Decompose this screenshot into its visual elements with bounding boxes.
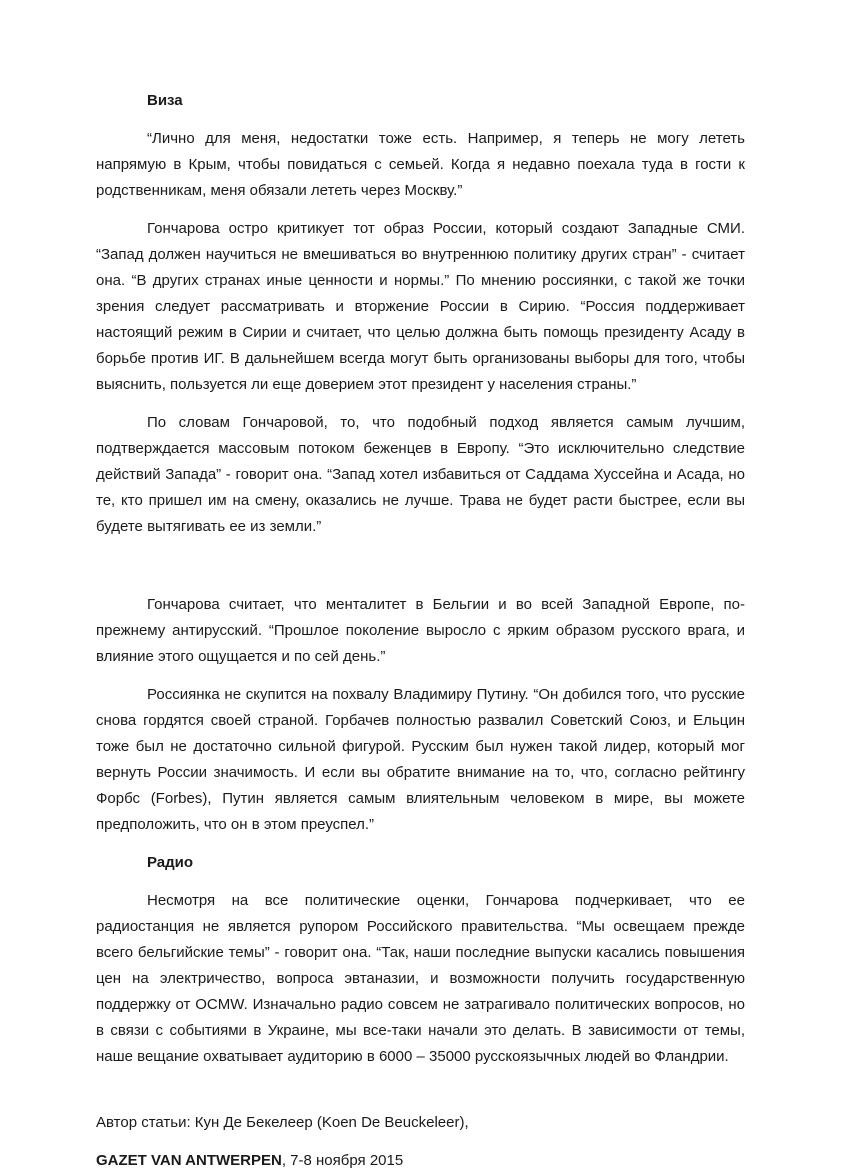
paragraph-media-criticism: Гончарова остро критикует тот образ России, который создают Западные СМИ. “Запад должен научиться не вмешиваться во внутреннюю политику других стран” - считает она. “В других странах иные ценности и нормы.” По мнению россиянки, с такой же точки зрения следует рассматривать и вторжение России в Сирию. “Россия поддерживает настоящий режим в Сирии и считает, что целью должна быть помощь президенту Асаду в борьбе против ИГ. В дальнейшем всегда могут быть организованы выборы для того, чтобы выяснить, пользуется ли еще доверием этот президент у населения страны.” (96, 220, 745, 393)
blank-line (96, 552, 745, 592)
paragraph-refugees: По словам Гончаровой, то, что подобный подход является самым лучшим, подтверждается массовым потоком беженцев в Европу. “Это исключительно следствие действий Запада” - говорит она. “Запад хотел избавиться от Саддама Хуссейна и Асада, но те, кто пришел им на смену, оказались не лучше. Трава не будет расти быстрее, если вы будете вытягивать ее из земли.” (96, 414, 745, 535)
source-line (96, 1148, 745, 1172)
paragraph-mentality: Гончарова считает, что менталитет в Бельгии и во всей Западной Европе, по-прежнему антирусский. “Прошлое поколение выросло с ярким образом русского врага, и влияние этого ощущается и по сей день.” (96, 596, 745, 665)
blank-line (96, 1082, 745, 1110)
section-heading-visa: Виза (147, 92, 183, 109)
paragraph-radio-body: Несмотря на все политические оценки, Гончарова подчеркивает, что ее радиостанция не является рупором Российского правительства. “Мы освещаем прежде всего бельгийские темы” - говорит она. “Так, наши последние выпуски касались повышения цен на электричество, вопроса эвтаназии, и возможности получить государственную поддержку от OCMW. Изначально радио совсем не затрагивало политических вопросов, но в связи с событиями в Украине, мы все-таки начали это делать. В зависимости от темы, наше вещание охватывает аудиторию в 6000 – 35000 русскоязычных людей во Фландрии. (96, 892, 745, 1065)
source-name: GAZET VAN ANTWERPEN (96, 1152, 282, 1169)
source-date: , 7-8 ноября 2015 (281, 1152, 404, 1169)
paragraph-putin: Россиянка не скупится на похвалу Владимиру Путину. “Он добился того, что русские снова гордятся своей страной. Горбачев полностью развалил Советский Союз, и Ельцин тоже был не достаточно сильной фигурой. Русским был нужен такой лидер, который мог вернуть России значимость. И если вы обратите внимание на то, что, согласно рейтингу Форбс (Forbes), Путин является самым влиятельным человеком в мире, вы можете предположить, что он в этом преуспел.” (96, 686, 745, 833)
author-line: Автор статьи: Кун Де Бекелеер (Koen De Beuckeleer), (96, 1114, 469, 1131)
section-heading-radio: Радио (147, 854, 194, 871)
paragraph-visa-quote: “Лично для меня, недостатки тоже есть. Например, я теперь не могу лететь напрямую в Крым, чтобы повидаться с семьей. Когда я недавно поехала туда в гости к родственникам, меня обязали лететь через Москву.” (96, 130, 745, 199)
